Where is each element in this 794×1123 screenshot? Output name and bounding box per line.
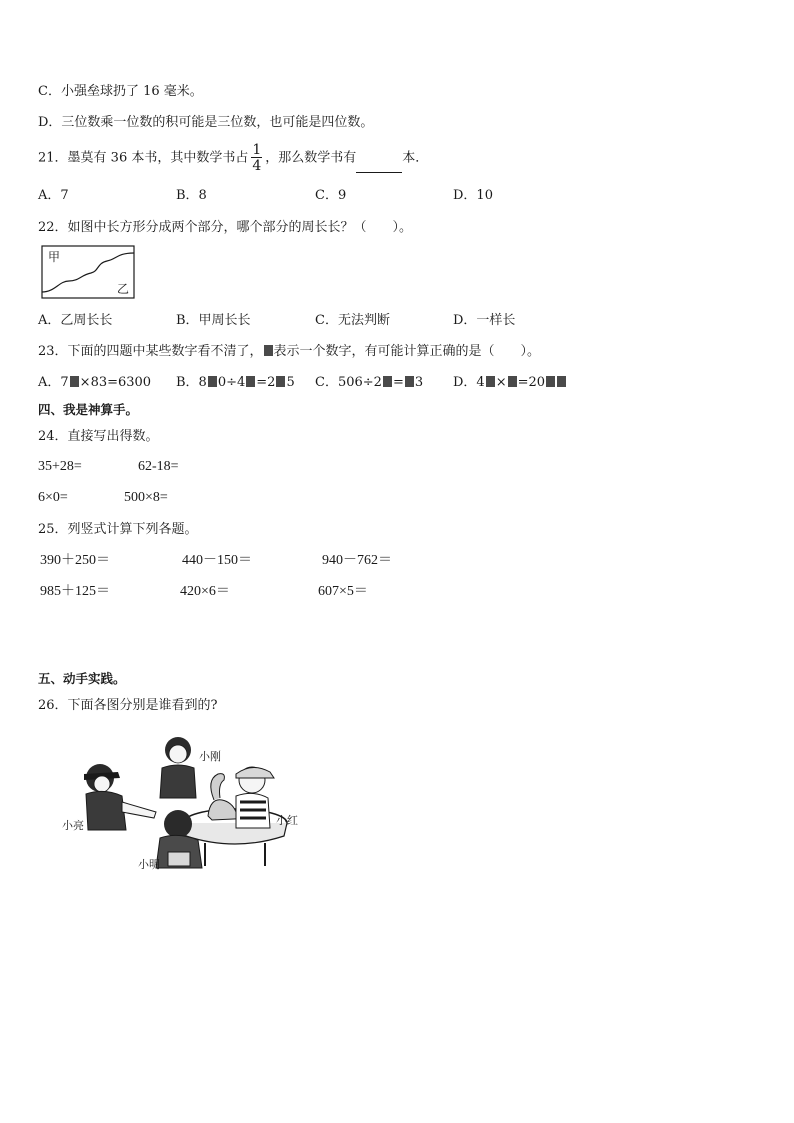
q25-stem: 25．列竖式计算下列各题。 [38,522,198,537]
hat-hong [236,767,274,778]
q25-item: 420×6＝ [180,584,230,599]
option-text: A．7 [38,375,69,390]
q25-item: 440－150＝ [182,553,252,568]
backpack-ming [168,852,190,866]
child-face-liang [94,776,110,792]
child-arm-liang [122,802,156,818]
option-text: 5 [286,375,295,390]
q21-option-c: C．9 [315,188,347,203]
rectangle-figure [41,245,136,300]
q23-stem-text: 23．下面的四题中某些数字看不清了， [38,344,263,359]
q24-item: 500×8= [124,490,168,505]
q23-option-b [176,376,295,389]
option-text: =20 [517,375,546,390]
q25-item: 985＋125＝ [40,584,110,599]
fraction-numerator: 1 [252,142,262,158]
option-text: 3 [414,375,424,390]
option-text: D．4 [453,375,485,390]
q25-item: 390＋250＝ [40,553,110,568]
q21-option-a: A．7 [38,188,69,203]
blot-symbol [557,376,566,387]
q24-item: 35+28= [38,459,82,474]
blot-symbol [208,376,217,387]
dinosaur-neck [211,774,225,800]
option-text: 0÷4 [217,375,246,390]
q22-option-d: D．一样长 [453,313,516,328]
label-yi: 乙 [117,282,130,296]
q23-option-c [315,376,423,389]
q21-option-b: B．8 [176,188,207,203]
option-text: C．506÷2 [315,375,382,390]
blot-symbol [264,345,273,356]
blot-symbol [486,376,495,387]
section-4-title: 四、我是神算手。 [38,402,139,417]
q21-stem-text: 21．墨莫有 36 本书，其中数学书占 [38,150,249,166]
option-text: × [495,375,507,390]
child-body-gang [160,765,196,798]
blot-symbol [508,376,517,387]
fraction-one-quarter [251,143,262,173]
q23-stem [38,345,540,358]
child-body-liang [86,791,126,830]
q24-stem: 24．直接写出得数。 [38,429,159,444]
label-xiao-hong: 小红 [276,814,298,827]
q21-stem-end: 本． [402,150,429,166]
section-5-title: 五、动手实践。 [38,671,126,686]
child-head-ming [164,810,192,838]
blot-symbol [276,376,285,387]
q25-item: 607×5＝ [318,584,368,599]
blot-symbol [405,376,414,387]
q20-option-c: C．小强垒球扔了 16 毫米。 [38,84,203,99]
q23-stem-text-2: 表示一个数字，有可能计算正确的是（ ）。 [273,344,541,359]
label-xiao-liang: 小亮 [62,819,84,832]
answer-blank [356,161,402,173]
q20-option-d: D．三位数乘一位数的积可能是三位数，也可能是四位数。 [38,115,374,130]
label-jia: 甲 [48,250,61,264]
q21-stem [38,143,428,173]
q21-stem-text-2: ，那么数学书有 [265,150,357,166]
label-xiao-gang: 小刚 [199,750,221,763]
blot-symbol [246,376,255,387]
q22-option-c: C．无法判断 [315,313,390,328]
option-text: = [392,375,404,390]
blot-symbol [70,376,79,387]
option-text: ×83=6300 [79,375,152,390]
q21-option-d: D．10 [453,188,493,203]
q26-stem: 26．下面各图分别是谁看到的? [38,698,218,713]
q23-option-d [453,376,567,389]
fraction-denominator: 4 [252,158,262,174]
q24-item: 62-18= [138,459,179,474]
blot-symbol [546,376,555,387]
q25-item: 940－762＝ [322,553,392,568]
q23-option-a [38,376,151,389]
q22-stem: 22．如图中长方形分成两个部分，哪个部分的周长长？（ ）。 [38,220,413,235]
q24-item: 6×0= [38,490,68,505]
option-text: =2 [256,375,276,390]
blot-symbol [383,376,392,387]
option-text: B．8 [176,375,207,390]
child-face-gang [169,745,187,763]
q22-option-b: B．甲周长长 [176,313,251,328]
children-around-table-illustration [60,728,310,888]
label-xiao-ming: 小明 [138,858,160,871]
q22-option-a: A．乙周长长 [38,313,113,328]
